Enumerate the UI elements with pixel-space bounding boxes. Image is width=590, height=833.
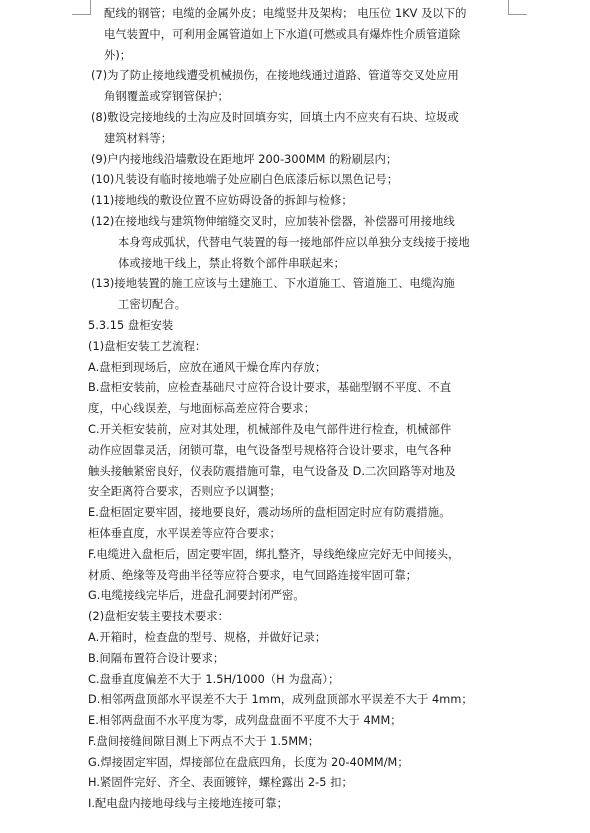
text-line: G.焊接固定牢固，焊接部位在盘底四角，长度为 20-40MM/M； (88, 755, 409, 769)
section-heading: 5.3.15 盘柜安装 (88, 318, 174, 332)
text-line: E.盘柜固定要牢固，接地要良好，震动场所的盘柜固定时应有防震措施。 (88, 506, 451, 520)
text-line: 动作应固靠灵活，闭锁可靠，电气设备型号规格符合设计要求，电气各种 (88, 443, 452, 457)
text-line: A.盘柜到现场后，应放在通风干燥仓库内存放； (88, 360, 327, 374)
document-body (88, 4, 518, 815)
text-line: 角钢覆盖或穿钢管保护； (104, 90, 229, 104)
text-line: B.盘柜安装前，应检查基础尺寸应符合设计要求，基础型钢不平度、不直 (88, 381, 452, 395)
text-line: B.间隔布置符合设计要求； (88, 651, 225, 665)
text-line: D.相邻两盘顶部水平误差不大于 1mm，成列盘顶部水平误差不大于 4mm； (88, 693, 473, 707)
text-line: 触头接触紧密良好，仪表防震措施可靠，电气设备及 D.二次回路等对地及 (88, 464, 456, 478)
text-line: 安全距离符合要求，否则应予以调整； (88, 485, 281, 499)
text-line: (11)接地线的敷设位置不应妨碍设备的拆卸与检修； (91, 194, 353, 208)
text-line: F.盘间接缝间隙目测上下两点不大于 1.5MM； (88, 734, 320, 748)
text-line: 本身弯成弧状，代替电气装置的每一接地部件应以单独分支线接于接地 (118, 235, 470, 249)
text-line: (8)敷设完接地线的土沟应及时回填夯实，回填土内不应夹有石块、垃圾或 (91, 110, 459, 124)
text-line: 材质、绝缘等及弯曲半径等应符合要求，电气回路连接牢固可靠； (88, 568, 418, 582)
text-line: (2)盘柜安装主要技术要求： (88, 610, 229, 624)
text-line: (1)盘柜安装工艺流程： (88, 339, 207, 353)
text-line: 配线的钢管；电缆的金属外皮；电缆竖井及架构； 电压位 1KV 及以下的 (104, 7, 467, 20)
text-line: (7)为了防止接地线遭受机械损伤，在接地线通过道路、管道等交叉处应用 (91, 69, 459, 83)
text-line: 建筑材料等； (104, 131, 173, 145)
text-line: C.开关柜安装前，应对其处理，机械部件及电气部件进行检查，机械部件 (88, 422, 452, 436)
text-line: G.电缆接线完毕后，进盘孔洞要封闭严密。 (88, 589, 305, 603)
text-line: C.盘垂直度偏差不大于 1.5H/1000（H 为盘高）； (88, 672, 340, 686)
text-line: 体或接地干线上，禁止将数个部件串联起来； (118, 256, 345, 270)
text-line: 外)； (104, 48, 132, 62)
text-line: (10)凡装设有临时接地端子处应刷白色底漆后标以黑色记号； (91, 173, 399, 187)
text-line: F.电缆进入盘柜后，固定要牢固，绑扎整齐，导线绝缘应完好无中间接头， (88, 547, 460, 561)
text-line: A.开箱时，检查盘的型号、规格，并做好记录； (88, 630, 327, 644)
text-line: E.相邻两盘面不水平度为零，成列盘盘面不平度不大于 4MM； (88, 714, 402, 728)
text-line: 度，中心线误差，与地面标高差应符合要求； (88, 402, 315, 416)
text-line: 柜体垂直度，水平误差等应符合要求； (88, 526, 281, 540)
text-line: (9)户内接地线沿墙敷设在距地坪 200-300MM 的粉刷层内； (91, 152, 398, 166)
text-line: (13)接地装置的施工应该与土建施工、下水道施工、管道施工、电缆沟施 (91, 277, 455, 291)
text-line: 工密切配合。 (118, 298, 187, 312)
text-line: I.配电盘内接地母线与主接地连接可靠； (88, 797, 288, 811)
text-line: 电气装置中，可利用金属管道如上下水道(可燃或具有爆炸性介质管道除 (104, 27, 461, 41)
text-line: (12)在接地线与建筑物伸缩缝交叉时，应加装补偿器，补偿器可用接地线 (91, 214, 455, 228)
text-line: H.紧固件完好、齐全、表面镀锌，螺栓露出 2-5 扣； (88, 776, 353, 790)
